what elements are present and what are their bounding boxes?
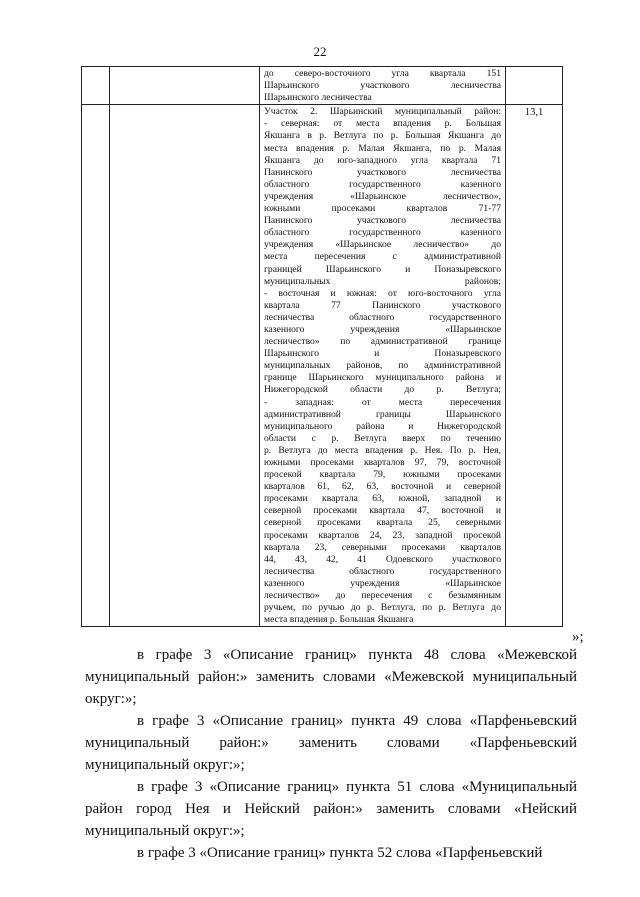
text-line: в графе 3 «Описание границ» пункта 48 слова «Межевской [137,647,577,663]
text-line: северной просеками квартала 47, восточной и [264,505,501,517]
table-row [82,67,563,105]
text-line: казенного учреждения «Шарьинское [264,323,501,335]
text-line: ручьем, по ручью до р. Ветлуга, по р. Ветлуга до [264,602,501,614]
page-number: 22 [313,44,327,59]
text-line: лесничество» по административной границе [264,336,501,348]
text-line: в графе 3 «Описание границ» пункта 51 слова «Муниципальный [137,779,577,795]
text-line: Шарьинского лесничества [264,92,372,104]
text-line: областного государственного казенного [264,178,501,190]
amendment-paragraph [85,710,577,776]
text-line: муниципальных районов; [264,275,501,287]
text-line: Якшанга до юго-западного угла квартала 71 [264,154,501,166]
text-line: в графе 3 «Описание границ» пункта 49 слова «Парфеньевский [137,713,577,729]
text-line: места впадения р. Большая Якшанга [264,614,414,626]
text-line: квартала 23, северными просеками кварталов [264,541,501,553]
text-line: административной границы Шарьинского [264,408,501,420]
text-line: муниципального района и Нижегородской [264,420,501,432]
text-line: учреждения «Шарьинское лесничество» до [264,239,501,251]
text-line: казенного учреждения «Шарьинское [264,577,501,589]
text-line: район город Нея и Нейский район:» заменить словами «Нейский [85,801,577,817]
table-cell-number [82,105,110,627]
text-line: места впадения р. Малая Якшанга, по р. Малая [264,142,501,154]
amendment-paragraph [85,644,577,710]
text-line: Шарьинского участкового лесничества [264,80,501,92]
text-line: - западная: от места пересечения [264,396,501,408]
boundaries-table [81,66,563,627]
text-line: муниципальный район:» заменить словами «Парфеньевский [85,735,577,751]
table-cell-area [506,67,563,105]
text-line: областного государственного казенного [264,227,501,239]
text-line: Панинского участкового лесничества [264,215,501,227]
text-line: до северо-восточного угла квартала 151 [264,68,501,79]
text-line: - северная: от места впадения р. Большая [264,118,501,130]
text-line: лесничества областного государственного [264,565,501,577]
text-line: Участок 2. Шарьинский муниципальный район: [264,106,501,118]
amendment-paragraph [85,842,577,864]
text-line: просеками кварталов 24, 23, западной просекой [264,529,501,541]
text-line: южными просеками кварталов 71-77 [264,203,501,215]
text-line: кварталов 61, 62, 63, восточной и северной [264,481,501,493]
text-line: муниципальных районов, по административной [264,360,501,372]
text-line: Панинского участкового лесничества [264,166,501,178]
table-row [82,105,563,627]
text-line: квартала 77 Панинского участкового [264,299,501,311]
text-line: учреждения «Шарьинское лесничество», [264,190,501,202]
text-line: просеками квартала 63, южной, западной и [264,493,501,505]
text-line: муниципальный округ:»; [85,823,245,839]
text-line: округ:»; [85,691,137,707]
table-cell-number [82,67,110,105]
text-line: лесничества областного государственного [264,311,501,323]
table-cell-description [260,105,506,627]
closing-quote: »; [572,629,584,645]
amendment-paragraph [85,776,577,842]
text-line: муниципальный район:» заменить словами «Межевской муниципальный [85,669,577,685]
text-line: Якшанга в р. Ветлуга по р. Большая Якшанга до [264,130,501,142]
text-line: р. Ветлуга до места впадения р. Нея. По р. Нея, [264,444,501,456]
text-line: в графе 3 «Описание границ» пункта 52 слова «Парфеньевский [137,845,543,861]
text-line: Нижегородской области до р. Ветлуга; [264,384,501,396]
table-cell-name [110,105,260,627]
text-line: муниципальный округ:»; [85,757,245,773]
table-cell-description [260,67,506,105]
table-cell-area: 13,1 [506,105,563,627]
text-line: области с р. Ветлуга вверх по течению [264,432,501,444]
text-line: Шарьинского и Поназыревского [264,348,501,360]
text-line: места пересечения с административной [264,251,501,263]
text-line: границе Шарьинского муниципального района и [264,372,501,384]
text-line: просекой квартала 79, южными просеками [264,469,501,481]
text-line: северной просеками квартала 25, северными [264,517,501,529]
text-line: границей Шарьинского и Поназыревского [264,263,501,275]
text-line: южными просеками кварталов 97, 79, восточной [264,457,501,468]
text-line: лесничество» до пересечения с безымянным [264,590,501,602]
table-cell-name [110,67,260,105]
text-line: 44, 43, 42, 41 Одоевского участкового [264,553,501,565]
text-line: - восточная и южная: от юго-восточного угла [264,287,501,299]
